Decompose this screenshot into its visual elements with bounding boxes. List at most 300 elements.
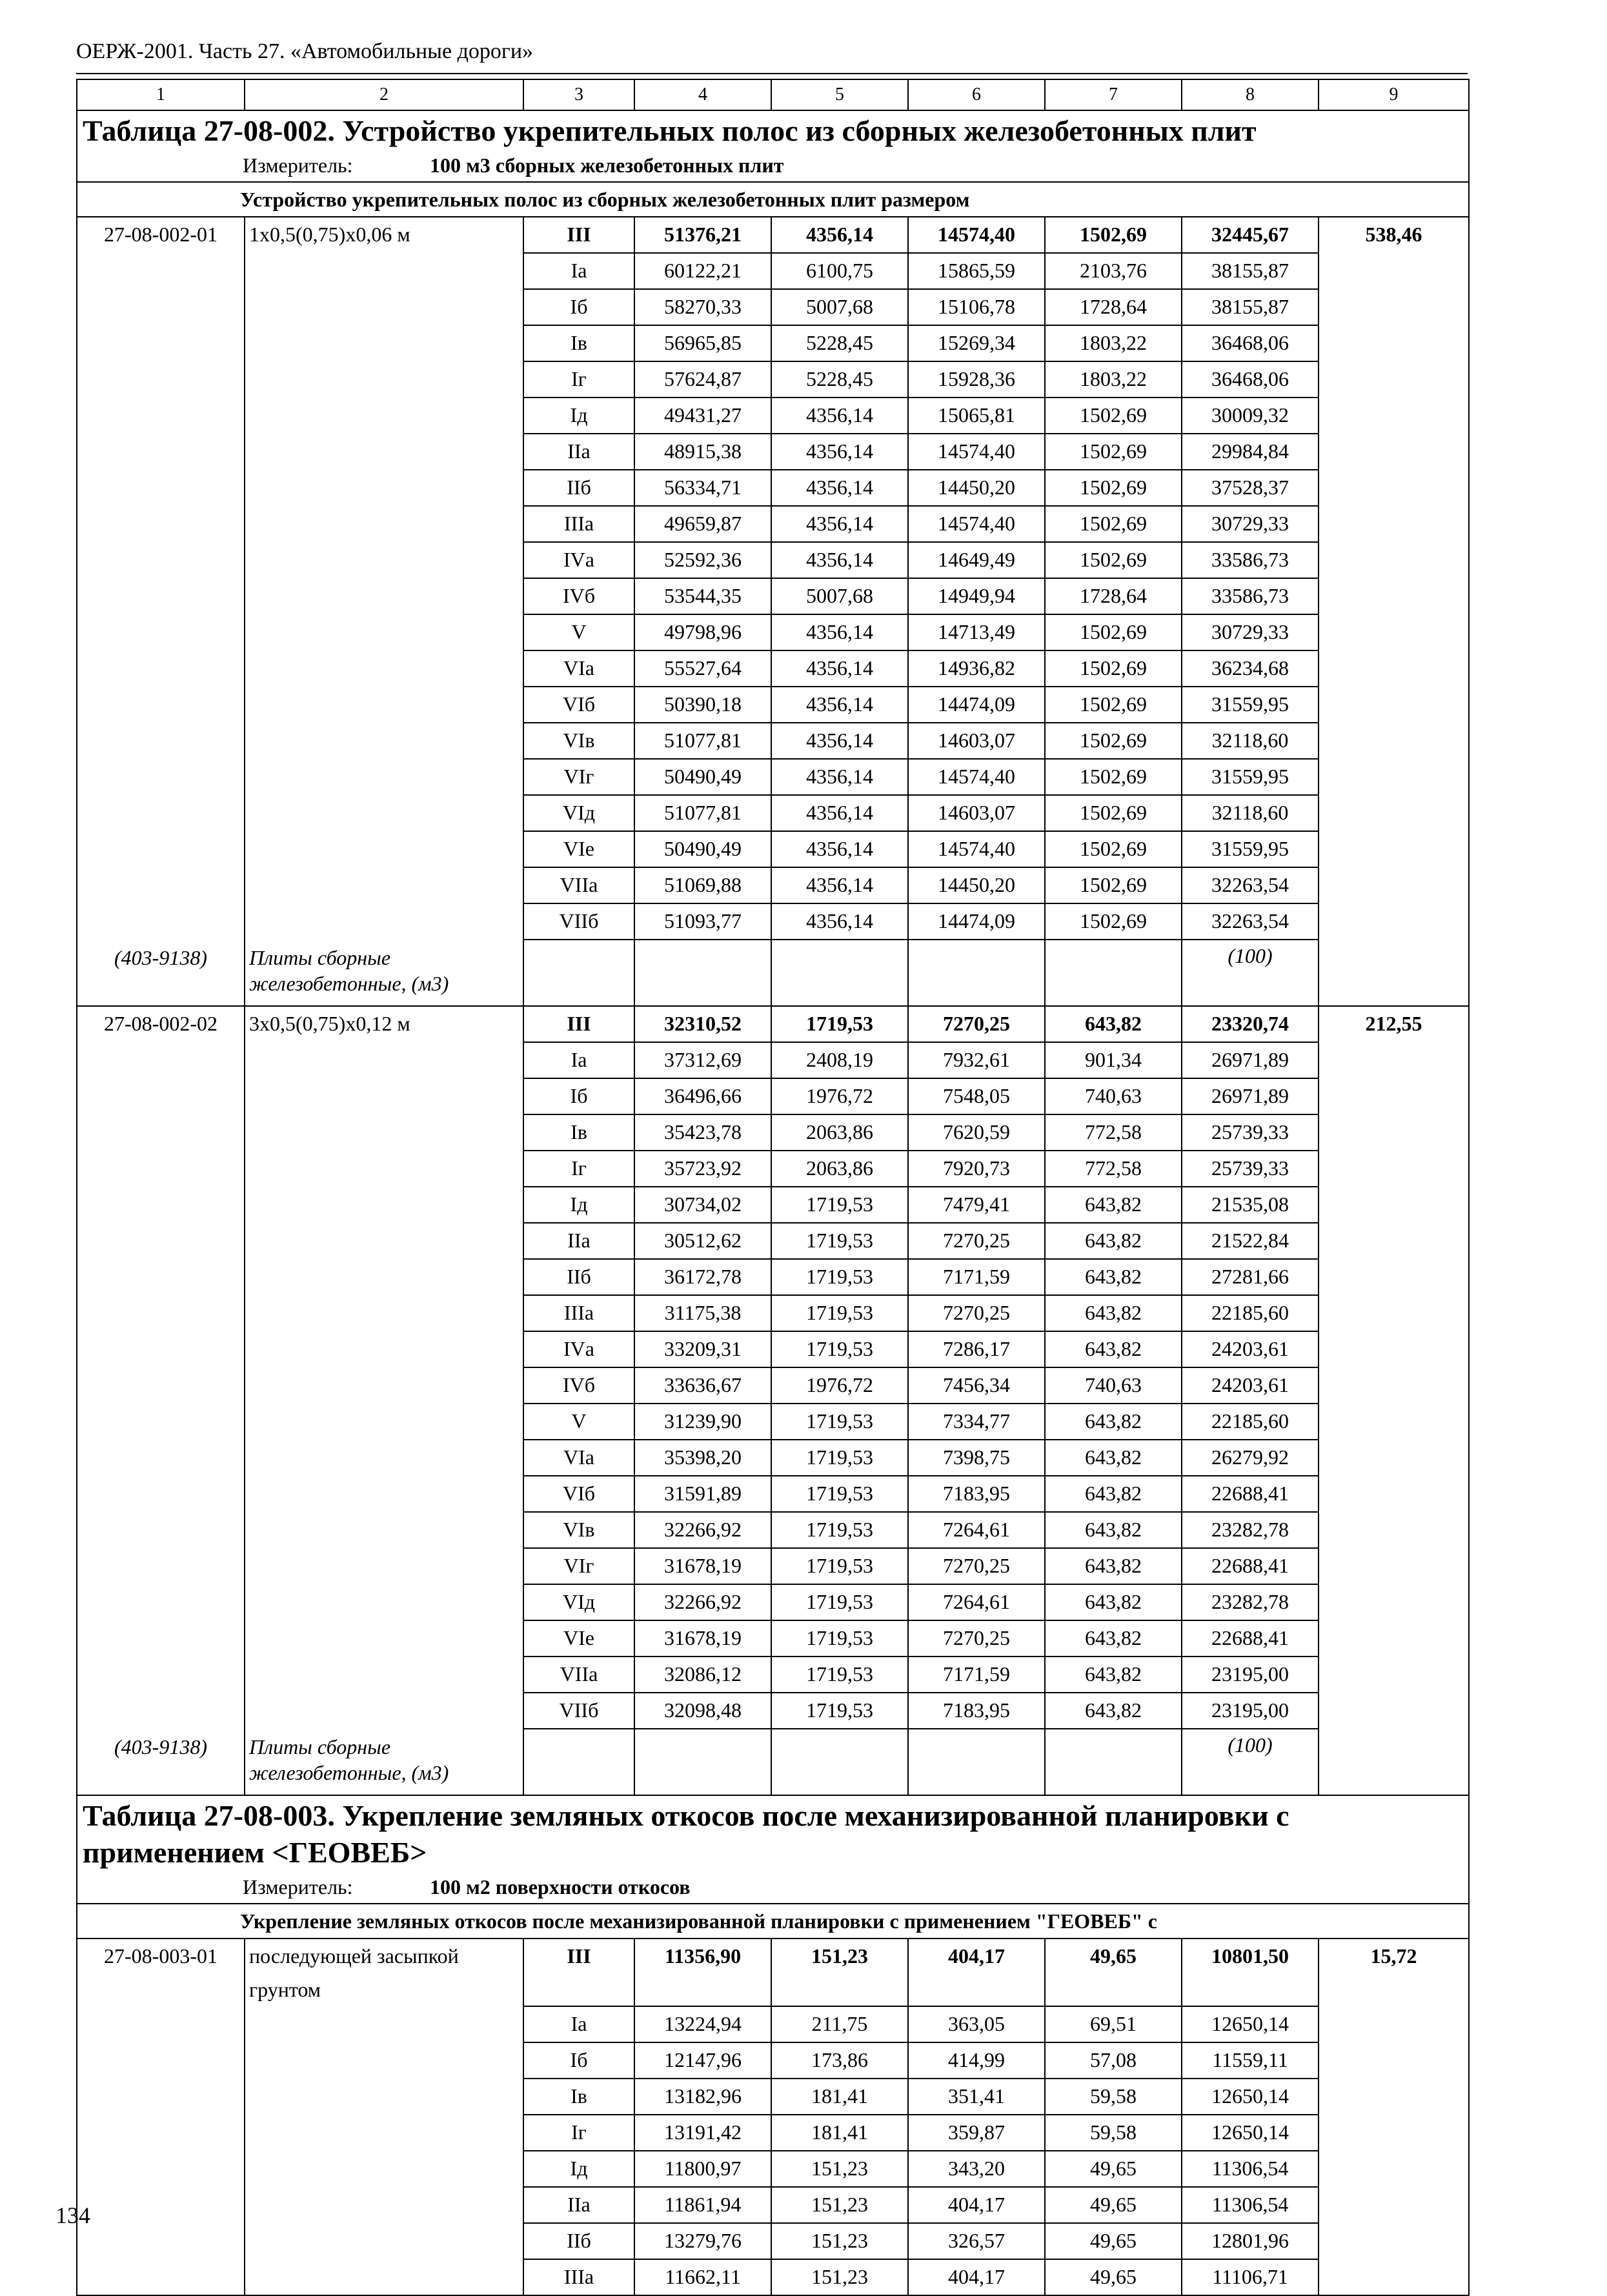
empty-cell	[634, 940, 771, 1006]
price-cell: 151,23	[771, 2259, 908, 2295]
region-code: Iд	[523, 1187, 634, 1223]
empty-cell	[77, 434, 245, 470]
empty-cell	[77, 470, 245, 506]
empty-cell	[1319, 940, 1469, 1006]
region-code: IIб	[523, 1259, 634, 1295]
price-cell: 1502,69	[1045, 506, 1182, 542]
price-cell: 1719,53	[771, 1693, 908, 1729]
empty-cell	[245, 1295, 523, 1331]
price-cell: 1728,64	[1045, 578, 1182, 614]
region-code: VIIа	[523, 867, 634, 903]
empty-cell	[77, 1620, 245, 1657]
price-cell: 1976,72	[771, 1078, 908, 1114]
price-cell: 5007,68	[771, 289, 908, 325]
table-row	[77, 1078, 1469, 1114]
price-cell: 53544,35	[634, 578, 771, 614]
column-number: 1	[77, 79, 245, 110]
price-cell: 326,57	[908, 2223, 1045, 2259]
price-cell: 31559,95	[1182, 831, 1319, 867]
price-cell: 15928,36	[908, 361, 1045, 398]
empty-cell	[1319, 253, 1469, 289]
empty-cell	[77, 614, 245, 650]
price-cell: 30734,02	[634, 1187, 771, 1223]
price-cell: 4356,14	[771, 687, 908, 723]
table-row	[77, 1693, 1469, 1729]
price-cell: 1976,72	[771, 1367, 908, 1404]
price-cell: 1502,69	[1045, 470, 1182, 506]
price-cell: 4356,14	[771, 903, 908, 940]
empty-cell	[245, 1404, 523, 1440]
price-cell: 7334,77	[908, 1404, 1045, 1440]
price-cell: 38155,87	[1182, 253, 1319, 289]
region-code: IVб	[523, 1367, 634, 1404]
price-cell: 14574,40	[908, 506, 1045, 542]
price-cell: 30512,62	[634, 1223, 771, 1259]
price-cell: 29984,84	[1182, 434, 1319, 470]
region-code: VIе	[523, 1620, 634, 1657]
price-cell: 23282,78	[1182, 1584, 1319, 1620]
price-cell: 1502,69	[1045, 434, 1182, 470]
price-cell: 643,82	[1045, 1476, 1182, 1512]
price-cell: 1719,53	[771, 1512, 908, 1548]
region-code: IIIа	[523, 2259, 634, 2295]
price-cell: 740,63	[1045, 1367, 1182, 1404]
price-cell: 36172,78	[634, 1259, 771, 1295]
price-cell: 643,82	[1045, 1295, 1182, 1331]
column-number: 3	[523, 79, 634, 110]
empty-cell	[245, 289, 523, 325]
price-cell: 23195,00	[1182, 1693, 1319, 1729]
empty-cell	[245, 434, 523, 470]
price-cell: 14936,82	[908, 650, 1045, 687]
empty-cell	[1319, 795, 1469, 831]
price-cell: 32263,54	[1182, 867, 1319, 903]
empty-cell	[1319, 2187, 1469, 2223]
empty-cell	[1319, 650, 1469, 687]
empty-cell	[1319, 2223, 1469, 2259]
price-cell: 27281,66	[1182, 1259, 1319, 1295]
price-cell: 57624,87	[634, 361, 771, 398]
empty-cell	[1319, 903, 1469, 940]
price-cell: 7270,25	[908, 1548, 1045, 1584]
price-cell: 11559,11	[1182, 2042, 1319, 2079]
price-cell: 49,65	[1045, 2151, 1182, 2187]
table-row	[77, 2151, 1469, 2187]
price-cell: 901,34	[1045, 1042, 1182, 1078]
price-cell: 26279,92	[1182, 1440, 1319, 1476]
price-cell: 1502,69	[1045, 795, 1182, 831]
empty-cell	[245, 687, 523, 723]
price-cell: 643,82	[1045, 1584, 1182, 1620]
table-row	[77, 1512, 1469, 1548]
empty-cell	[77, 1657, 245, 1693]
price-cell: 1502,69	[1045, 723, 1182, 759]
price-cell: 1719,53	[771, 1548, 908, 1584]
price-cell: 14574,40	[908, 831, 1045, 867]
empty-cell	[1319, 2115, 1469, 2151]
table-row	[77, 614, 1469, 650]
price-cell: 25739,33	[1182, 1114, 1319, 1151]
price-cell: 7398,75	[908, 1440, 1045, 1476]
price-cell: 32098,48	[634, 1693, 771, 1729]
empty-cell	[1319, 1042, 1469, 1078]
price-cell: 4356,14	[771, 795, 908, 831]
table-row	[77, 1584, 1469, 1620]
empty-cell	[245, 723, 523, 759]
price-cell: 30009,32	[1182, 398, 1319, 434]
price-cell: 12650,14	[1182, 2115, 1319, 2151]
region-code: III	[523, 217, 634, 253]
price-cell: 32118,60	[1182, 723, 1319, 759]
empty-cell	[245, 1584, 523, 1620]
price-cell: 51077,81	[634, 795, 771, 831]
region-code: VIв	[523, 1512, 634, 1548]
price-cell: 36468,06	[1182, 325, 1319, 361]
price-cell: 151,23	[771, 1939, 908, 2006]
region-code: Iа	[523, 2006, 634, 2042]
price-cell: 50490,49	[634, 759, 771, 795]
empty-cell	[245, 2079, 523, 2115]
price-cell: 5228,45	[771, 361, 908, 398]
empty-cell	[77, 289, 245, 325]
table-row	[77, 2042, 1469, 2079]
price-cell: 7270,25	[908, 1006, 1045, 1042]
empty-cell	[245, 795, 523, 831]
item-description: 3х0,5(0,75)х0,12 м	[245, 1006, 523, 1042]
empty-cell	[771, 940, 908, 1006]
price-cell: 643,82	[1045, 1331, 1182, 1367]
price-cell: 22688,41	[1182, 1620, 1319, 1657]
price-cell: 51093,77	[634, 903, 771, 940]
price-cell: 5228,45	[771, 325, 908, 361]
column-number-row	[77, 79, 1469, 110]
empty-cell	[245, 2187, 523, 2223]
region-code: Iа	[523, 253, 634, 289]
empty-cell	[245, 506, 523, 542]
price-cell: 404,17	[908, 2259, 1045, 2295]
measure-row	[77, 1871, 1469, 1904]
table-row	[77, 1187, 1469, 1223]
price-cell: 14574,40	[908, 759, 1045, 795]
empty-cell	[245, 614, 523, 650]
table-row	[77, 2223, 1469, 2259]
region-code: IIIа	[523, 1295, 634, 1331]
measure-cell	[77, 1871, 1469, 1904]
section-title: Устройство укрепительных полос из сборных железобетонных плит размером	[77, 182, 1469, 217]
price-cell: 404,17	[908, 1939, 1045, 2006]
table-row	[77, 325, 1469, 361]
price-cell: 1502,69	[1045, 867, 1182, 903]
empty-cell	[245, 2259, 523, 2295]
measure-cell	[77, 149, 1469, 182]
empty-cell	[77, 1078, 245, 1114]
price-cell: 7270,25	[908, 1295, 1045, 1331]
empty-cell	[77, 831, 245, 867]
table-row	[77, 470, 1469, 506]
table-title-row	[77, 110, 1469, 149]
price-cell: 6100,75	[771, 253, 908, 289]
price-cell: 35423,78	[634, 1114, 771, 1151]
empty-cell	[245, 831, 523, 867]
table-row	[77, 2006, 1469, 2042]
price-cell: 1719,53	[771, 1006, 908, 1042]
price-cell: 1803,22	[1045, 325, 1182, 361]
region-code: VIа	[523, 1440, 634, 1476]
price-cell: 7286,17	[908, 1331, 1045, 1367]
price-cell: 643,82	[1045, 1548, 1182, 1584]
column-number: 4	[634, 79, 771, 110]
price-cell: 1719,53	[771, 1223, 908, 1259]
price-cell: 11861,94	[634, 2187, 771, 2223]
table-row	[77, 1006, 1469, 1042]
region-code: VIг	[523, 1548, 634, 1584]
table-row	[77, 1259, 1469, 1295]
empty-cell	[77, 1693, 245, 1729]
empty-cell	[1045, 940, 1182, 1006]
table-row	[77, 1620, 1469, 1657]
region-code: IVа	[523, 1331, 634, 1367]
empty-cell	[1319, 687, 1469, 723]
price-cell: 14574,40	[908, 217, 1045, 253]
price-cell: 10801,50	[1182, 1939, 1319, 2006]
price-cell: 51077,81	[634, 723, 771, 759]
price-cell: 7920,73	[908, 1151, 1045, 1187]
price-cell: 31175,38	[634, 1295, 771, 1331]
price-cell: 1719,53	[771, 1476, 908, 1512]
region-code: Iа	[523, 1042, 634, 1078]
table-row	[77, 1295, 1469, 1331]
empty-cell	[1319, 1367, 1469, 1404]
price-cell: 643,82	[1045, 1657, 1182, 1693]
table-row	[77, 506, 1469, 542]
price-cell: 7183,95	[908, 1693, 1045, 1729]
price-cell: 404,17	[908, 2187, 1045, 2223]
table-row	[77, 1440, 1469, 1476]
empty-cell	[908, 1729, 1045, 1795]
table-row	[77, 1404, 1469, 1440]
table-title: Таблица 27-08-002. Устройство укрепительных полос из сборных железобетонных плит	[77, 110, 1469, 149]
empty-cell	[245, 1620, 523, 1657]
table-row	[77, 1223, 1469, 1259]
price-cell: 643,82	[1045, 1187, 1182, 1223]
price-cell: 14474,09	[908, 903, 1045, 940]
table-row	[77, 1476, 1469, 1512]
price-cell: 4356,14	[771, 723, 908, 759]
price-cell: 22688,41	[1182, 1476, 1319, 1512]
section-row	[77, 1904, 1469, 1939]
empty-cell	[77, 1331, 245, 1367]
table-row	[77, 1331, 1469, 1367]
price-cell: 1502,69	[1045, 903, 1182, 940]
price-cell: 14649,49	[908, 542, 1045, 578]
price-cell: 11306,54	[1182, 2187, 1319, 2223]
empty-cell	[634, 1729, 771, 1795]
price-cell: 59,58	[1045, 2115, 1182, 2151]
price-cell: 14603,07	[908, 795, 1045, 831]
empty-cell	[77, 759, 245, 795]
empty-cell	[77, 361, 245, 398]
empty-cell	[523, 940, 634, 1006]
region-code: Iб	[523, 289, 634, 325]
price-cell: 7620,59	[908, 1114, 1045, 1151]
price-cell: 363,05	[908, 2006, 1045, 2042]
price-cell: 32118,60	[1182, 795, 1319, 831]
empty-cell	[77, 2115, 245, 2151]
material-name: Плиты сборные железобетонные, (м3)	[245, 1729, 523, 1795]
price-cell: 1502,69	[1045, 398, 1182, 434]
price-cell: 1502,69	[1045, 687, 1182, 723]
price-cell: 772,58	[1045, 1151, 1182, 1187]
price-cell: 22185,60	[1182, 1404, 1319, 1440]
price-cell: 7456,34	[908, 1367, 1045, 1404]
price-cell: 1719,53	[771, 1295, 908, 1331]
price-cell: 1502,69	[1045, 542, 1182, 578]
price-cell: 49798,96	[634, 614, 771, 650]
region-code: Iг	[523, 1151, 634, 1187]
empty-cell	[77, 795, 245, 831]
empty-cell	[77, 542, 245, 578]
region-code: VIIб	[523, 1693, 634, 1729]
empty-cell	[77, 1187, 245, 1223]
empty-cell	[245, 1078, 523, 1114]
table-row	[77, 434, 1469, 470]
material-quantity: (100)	[1182, 1729, 1319, 1795]
price-cell: 37528,37	[1182, 470, 1319, 506]
empty-cell	[77, 1295, 245, 1331]
price-cell: 7264,61	[908, 1512, 1045, 1548]
table-row	[77, 1114, 1469, 1151]
table-row	[77, 759, 1469, 795]
empty-cell	[77, 2223, 245, 2259]
table-row	[77, 795, 1469, 831]
price-cell: 13224,94	[634, 2006, 771, 2042]
price-cell: 1502,69	[1045, 759, 1182, 795]
table-row	[77, 289, 1469, 325]
price-cell: 2063,86	[771, 1151, 908, 1187]
empty-cell	[245, 398, 523, 434]
price-cell: 643,82	[1045, 1223, 1182, 1259]
item-code: 27-08-002-01	[77, 217, 245, 253]
empty-cell	[1319, 361, 1469, 398]
region-code: VIд	[523, 1584, 634, 1620]
table-row	[77, 867, 1469, 903]
region-code: Iг	[523, 361, 634, 398]
price-cell: 25739,33	[1182, 1151, 1319, 1187]
table-row	[77, 2115, 1469, 2151]
price-cell: 49,65	[1045, 2187, 1182, 2223]
price-cell: 7183,95	[908, 1476, 1045, 1512]
empty-cell	[77, 2079, 245, 2115]
price-cell: 26971,89	[1182, 1042, 1319, 1078]
measure-value: 100 м2 поверхности откосов	[430, 1875, 691, 1898]
price-cell: 643,82	[1045, 1440, 1182, 1476]
price-cell: 173,86	[771, 2042, 908, 2079]
region-code: IIа	[523, 1223, 634, 1259]
empty-cell	[77, 903, 245, 940]
price-cell: 55527,64	[634, 650, 771, 687]
price-cell: 31239,90	[634, 1404, 771, 1440]
price-cell: 12801,96	[1182, 2223, 1319, 2259]
empty-cell	[245, 1476, 523, 1512]
price-cell: 4356,14	[771, 759, 908, 795]
price-cell: 12650,14	[1182, 2006, 1319, 2042]
price-cell: 1719,53	[771, 1187, 908, 1223]
labor-total: 212,55	[1319, 1006, 1469, 1042]
price-cell: 5007,68	[771, 578, 908, 614]
measure-label: Измеритель:	[243, 153, 353, 177]
empty-cell	[1319, 1657, 1469, 1693]
price-cell: 37312,69	[634, 1042, 771, 1078]
measure-row	[77, 149, 1469, 182]
price-cell: 22688,41	[1182, 1548, 1319, 1584]
price-cell: 50490,49	[634, 831, 771, 867]
empty-cell	[245, 325, 523, 361]
price-cell: 30729,33	[1182, 614, 1319, 650]
price-cell: 49,65	[1045, 2223, 1182, 2259]
price-cell: 14713,49	[908, 614, 1045, 650]
empty-cell	[1319, 1404, 1469, 1440]
material-name: Плиты сборные железобетонные, (м3)	[245, 940, 523, 1006]
price-cell: 33636,67	[634, 1367, 771, 1404]
empty-cell	[245, 2115, 523, 2151]
empty-cell	[77, 1476, 245, 1512]
empty-cell	[245, 1512, 523, 1548]
price-cell: 31678,19	[634, 1548, 771, 1584]
empty-cell	[245, 2223, 523, 2259]
table-title: Таблица 27-08-003. Укрепление земляных откосов после механизированной планировки с применением <ГЕОВЕБ>	[77, 1795, 1469, 1871]
price-cell: 643,82	[1045, 1512, 1182, 1548]
price-cell: 151,23	[771, 2187, 908, 2223]
region-code: Iд	[523, 2151, 634, 2187]
empty-cell	[245, 470, 523, 506]
measure-value: 100 м3 сборных железобетонных плит	[430, 153, 784, 177]
empty-cell	[1319, 2042, 1469, 2079]
measure-label: Измеритель:	[243, 1875, 353, 1898]
price-cell: 58270,33	[634, 289, 771, 325]
column-number: 5	[771, 79, 908, 110]
empty-cell	[1319, 2079, 1469, 2115]
empty-cell	[245, 1151, 523, 1187]
empty-cell	[1319, 2006, 1469, 2042]
table-row	[77, 2079, 1469, 2115]
table-row	[77, 903, 1469, 940]
price-cell: 57,08	[1045, 2042, 1182, 2079]
price-cell: 4356,14	[771, 434, 908, 470]
table-row	[77, 1939, 1469, 2006]
table-row	[77, 1548, 1469, 1584]
price-cell: 7479,41	[908, 1187, 1045, 1223]
price-cell: 1719,53	[771, 1584, 908, 1620]
empty-cell	[245, 1548, 523, 1584]
region-code: Iв	[523, 1114, 634, 1151]
item-description: 1х0,5(0,75)х0,06 м	[245, 217, 523, 253]
price-cell: 11662,11	[634, 2259, 771, 2295]
price-cell: 414,99	[908, 2042, 1045, 2079]
price-cell: 21522,84	[1182, 1223, 1319, 1259]
empty-cell	[771, 1729, 908, 1795]
price-cell: 60122,21	[634, 253, 771, 289]
empty-cell	[245, 1367, 523, 1404]
price-cell: 14474,09	[908, 687, 1045, 723]
region-code: III	[523, 1939, 634, 2006]
material-code: (403-9138)	[77, 940, 245, 1006]
price-cell: 56965,85	[634, 325, 771, 361]
price-cell: 7270,25	[908, 1620, 1045, 1657]
page-header: ОЕРЖ-2001. Часть 27. «Автомобильные дороги»	[76, 39, 534, 63]
region-code: IVа	[523, 542, 634, 578]
empty-cell	[245, 1331, 523, 1367]
material-code: (403-9138)	[77, 1729, 245, 1795]
